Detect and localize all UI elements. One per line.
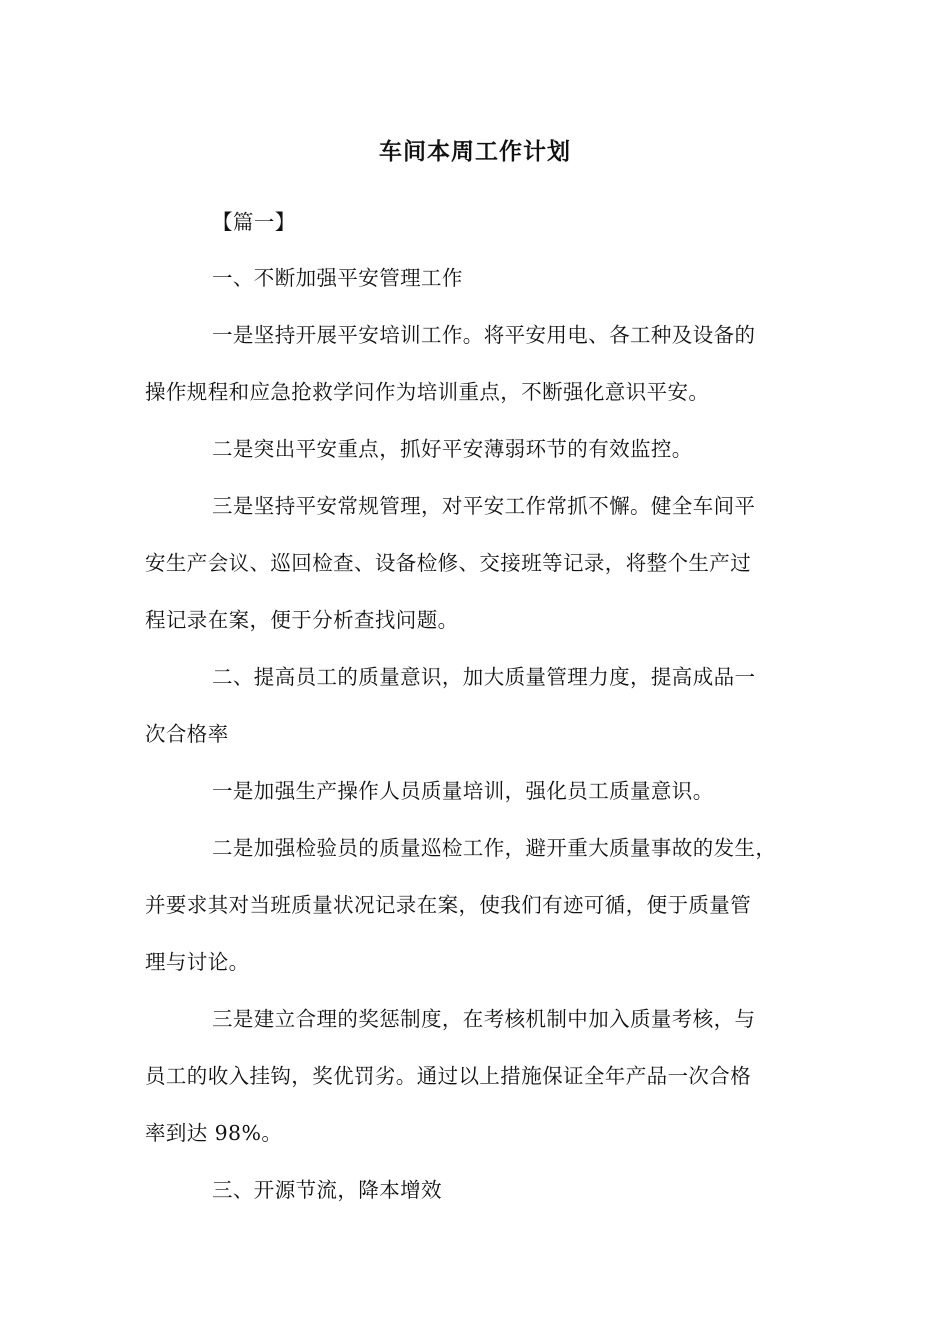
paragraph-line: 二是加强检验员的质量巡检工作，避开重大质量事故的发生， [212, 836, 777, 860]
paragraph-line: 操作规程和应急抢救学问作为培训重点，不断强化意识平安。 [145, 380, 710, 404]
section-heading-3: 三、开源节流，降本增效 [212, 1178, 442, 1202]
section-heading-2: 二、提高员工的质量意识，加大质量管理力度，提高成品一 [212, 665, 756, 689]
paragraph-line: 安生产会议、巡回检查、设备检修、交接班等记录，将整个生产过 [145, 551, 752, 575]
paragraph-line: 理与讨论。 [145, 950, 250, 974]
paragraph-line: 一是坚持开展平安培训工作。将平安用电、各工种及设备的 [212, 323, 756, 347]
part-heading: 【篇一】 [212, 210, 296, 234]
paragraph-line: 三是建立合理的奖惩制度，在考核机制中加入质量考核，与 [212, 1007, 756, 1031]
section-heading-2-cont: 次合格率 [145, 722, 229, 746]
paragraph-line: 并要求其对当班质量状况记录在案，使我们有迹可循，便于质量管 [145, 893, 752, 917]
section-heading-1: 一、不断加强平安管理工作 [212, 266, 463, 290]
paragraph-line: 率到达 98%。 [145, 1121, 283, 1145]
document-title: 车间本周工作计划 [379, 138, 571, 165]
paragraph-line: 一是加强生产操作人员质量培训，强化员工质量意识。 [212, 779, 714, 803]
paragraph-line: 员工的收入挂钩，奖优罚劣。通过以上措施保证全年产品一次合格 [145, 1064, 752, 1088]
paragraph-line: 程记录在案，便于分析查找问题。 [145, 608, 459, 632]
paragraph-line: 三是坚持平安常规管理，对平安工作常抓不懈。健全车间平 [212, 494, 756, 518]
paragraph-line: 二是突出平安重点，抓好平安薄弱环节的有效监控。 [212, 437, 693, 461]
